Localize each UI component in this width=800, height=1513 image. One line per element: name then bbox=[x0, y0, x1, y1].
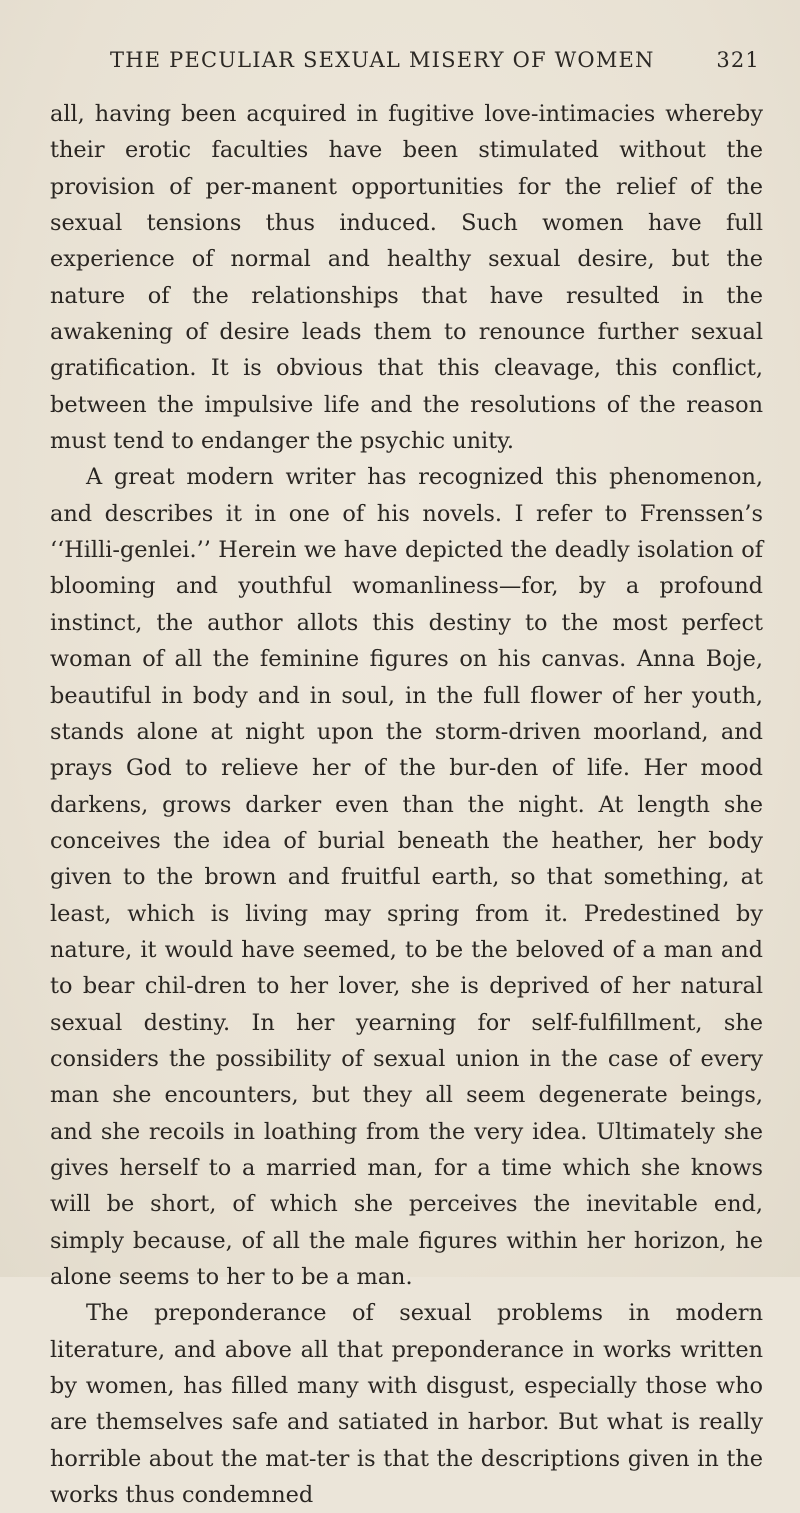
paragraph-frenssen: A great modern writer has recognized this phenomenon, and describes it in one of his novels. I refer to Frenssen’s ‘‘Hilli-genlei.’’ Herein we have depicted the deadly isolation of blooming and youthful womanliness—for, by a profound instinct, the author allots this destiny to the most perfect woman of all the feminine figures on his canvas. Anna Boje, beautiful in body and in soul, in the full flower of her youth, stands alone at night upon the storm-driven moorland, and prays God to relieve her of the bur-den of life. Her mood darkens, grows darker even than the night. At length she conceives the idea of burial beneath the heather, her body given to the brown and fruitful earth, so that something, at least, which is living may spring from it. Predestined by nature, it would have seemed, to be the beloved of a man and to bear chil-dren to her lover, she is deprived of her natural sexual destiny. In her yearning for self-fulfillment, she considers the possibility of sexual union in the case of every man she encounters, but they all seem degenerate beings, and she recoils in loathing from the very idea. Ultimately she gives herself to a married man, for a time which she knows will be short, of which she perceives the inevitable end, simply because, of all the male figures within her horizon, he alone seems to her to be a man. bbox=[50, 464, 763, 1290]
body-text bbox=[50, 96, 763, 1513]
running-title: THE PECULIAR SEXUAL MISERY OF WOMEN bbox=[110, 48, 655, 72]
running-head bbox=[110, 48, 760, 82]
paragraph-preponderance: The preponderance of sexual problems in modern literature, and above all that preponderance in works written by women, has filled many with disgust, especially those who are themselves safe and satiated in harbor. But what is really horrible about the mat-ter is that the descriptions given in the works thus condemned bbox=[50, 1300, 763, 1509]
paragraph-continued: all, having been acquired in fugitive love-intimacies whereby their erotic faculties have been stimulated without the provision of per-manent opportunities for the relief of the sexual tensions thus induced. Such women have full experience of normal and healthy sexual desire, but the nature of the relationships that have resulted in the awakening of desire leads them to renounce further sexual gratification. It is obvious that this cleavage, this conflict, between the impulsive life and the resolutions of the reason must tend to endanger the psychic unity. bbox=[50, 101, 763, 455]
page-number: 321 bbox=[716, 48, 760, 72]
